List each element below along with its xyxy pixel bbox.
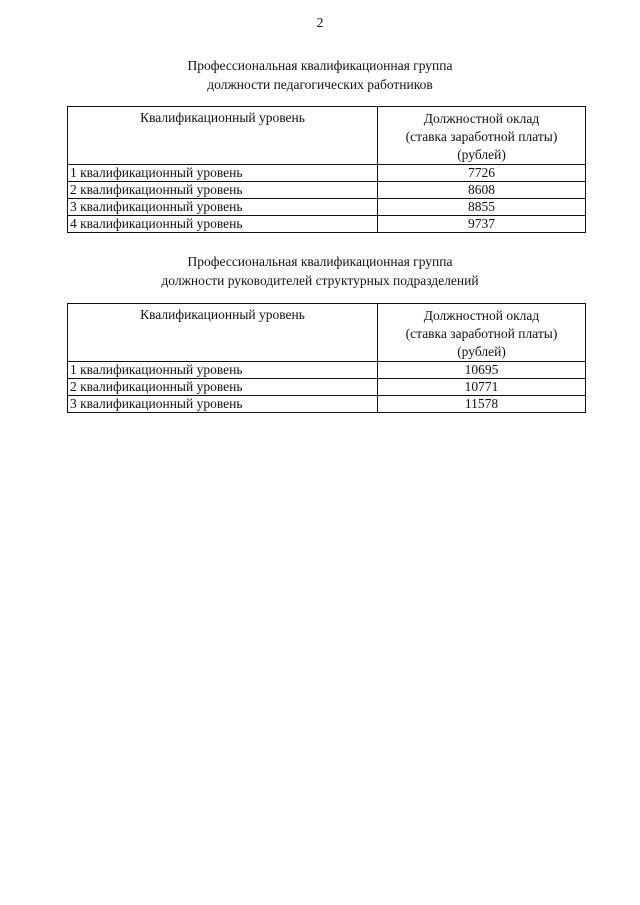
cell-salary: 11578 xyxy=(378,396,586,413)
table-row xyxy=(68,396,586,413)
cell-salary: 10771 xyxy=(378,379,586,396)
column-header-salary-line: (ставка заработной платы) xyxy=(405,129,558,144)
group-title-line: должности руководителей структурных подразделений xyxy=(161,273,479,288)
column-header-salary xyxy=(378,304,586,362)
cell-salary: 7726 xyxy=(378,165,586,182)
cell-level: 1 квалификационный уровень xyxy=(68,165,378,182)
cell-level: 1 квалификационный уровень xyxy=(68,362,378,379)
cell-level: 3 квалификационный уровень xyxy=(68,396,378,413)
group-title-line: Профессиональная квалификационная группа xyxy=(187,254,453,269)
cell-level: 4 квалификационный уровень xyxy=(68,216,378,233)
table-row xyxy=(68,165,586,182)
table-row xyxy=(68,182,586,199)
cell-level: 3 квалификационный уровень xyxy=(68,199,378,216)
cell-salary: 9737 xyxy=(378,216,586,233)
group-title-line: должности педагогических работников xyxy=(207,77,433,92)
salary-table-pedagogical xyxy=(67,106,586,233)
column-header-salary xyxy=(378,107,586,165)
column-header-salary-line: Должностной оклад xyxy=(423,111,540,126)
salary-table-managers xyxy=(67,303,586,413)
table-row xyxy=(68,362,586,379)
table-row xyxy=(68,379,586,396)
table-header-row xyxy=(68,304,586,362)
cell-salary: 10695 xyxy=(378,362,586,379)
cell-level: 2 квалификационный уровень xyxy=(68,379,378,396)
cell-salary: 8855 xyxy=(378,199,586,216)
table-header-row xyxy=(68,107,586,165)
page-number: 2 xyxy=(316,16,324,31)
cell-salary: 8608 xyxy=(378,182,586,199)
column-header-level: Квалификационный уровень xyxy=(68,107,378,165)
group-title-pedagogical xyxy=(0,56,640,94)
cell-level: 2 квалификационный уровень xyxy=(68,182,378,199)
column-header-salary-line: (рублей) xyxy=(457,147,506,162)
table-row xyxy=(68,216,586,233)
table-row xyxy=(68,199,586,216)
group-title-line: Профессиональная квалификационная группа xyxy=(187,58,453,73)
column-header-salary-line: (ставка заработной платы) xyxy=(405,326,558,341)
column-header-level: Квалификационный уровень xyxy=(68,304,378,362)
group-title-managers xyxy=(0,252,640,290)
column-header-salary-line: Должностной оклад xyxy=(423,308,540,323)
column-header-salary-line: (рублей) xyxy=(457,344,506,359)
